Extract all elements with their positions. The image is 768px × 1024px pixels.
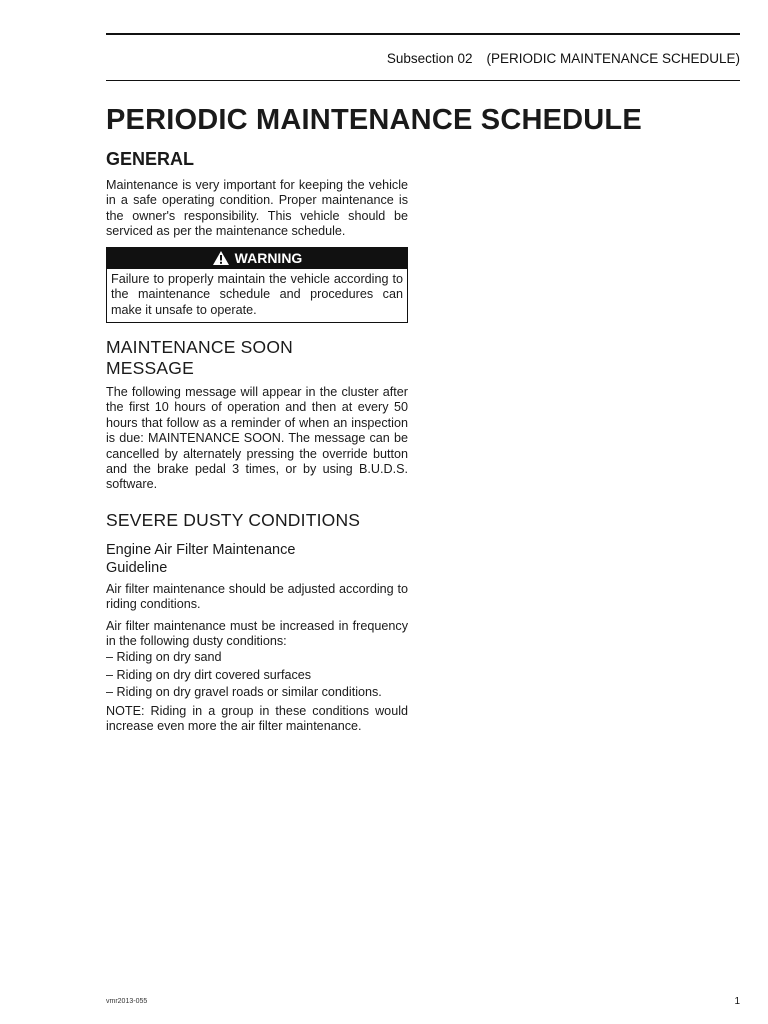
note-label: NOTE: <box>106 703 145 718</box>
list-item: – Riding on dry gravel roads or similar conditions. <box>106 685 382 700</box>
running-head <box>387 51 740 66</box>
header-rule <box>106 80 740 81</box>
maintenance-soon-heading-line1: MAINTENANCE SOON <box>106 337 293 358</box>
main-column <box>106 104 642 735</box>
footer-code: vmr2013-055 <box>106 998 148 1005</box>
maintenance-soon-message: MAINTENANCE SOON <box>147 431 281 446</box>
warning-label: WARNING <box>234 249 303 266</box>
air-filter-subheading <box>106 541 408 577</box>
air-filter-paragraph-1: Air filter maintenance should be adjusted according to riding conditions. <box>106 581 408 612</box>
maintenance-soon-heading-line2: MESSAGE <box>106 358 194 379</box>
air-filter-subheading-line2: Guideline <box>106 559 168 576</box>
dusty-conditions-list <box>106 649 408 702</box>
general-paragraph: Maintenance is very important for keeping the vehicle in a safe operating condition. Proper maintenance is the owner's responsibility. This vehicle should be serviced as per the maintenance schedule. <box>106 178 408 239</box>
section-title-label: (PERIODIC MAINTENANCE SCHEDULE) <box>486 51 740 66</box>
warning-text: Failure to properly maintain the vehicle according to the maintenance schedule and procedures can make it unsafe to operate. <box>111 271 403 318</box>
maintenance-soon-heading <box>106 337 408 379</box>
general-heading: GENERAL <box>106 149 195 169</box>
note-paragraph <box>106 704 408 735</box>
air-filter-subheading-line1: Engine Air Filter Maintenance <box>106 541 296 558</box>
air-filter-paragraph-2: Air filter maintenance must be increased in frequency in the following dusty conditions: <box>106 618 408 649</box>
maintenance-soon-text: The following message will appear in the cluster after the first 10 hours of operation and then at every 50 hours that follow as a reminder of when an inspection is due: <box>106 385 408 446</box>
note-text: Riding in a group in these conditions would increase even more the air filter maintenance. <box>106 703 408 734</box>
subsection-label: Subsection 02 <box>386 51 473 66</box>
warning-triangle-icon <box>212 250 230 266</box>
list-item: – Riding on dry sand <box>106 650 222 665</box>
page-title: PERIODIC MAINTENANCE SCHEDULE <box>106 104 642 136</box>
maintenance-soon-text-end: . The message can be cancelled by alternately pressing the override button and the brake pedal 3 times, or by using B.U.D.S. software. <box>106 431 409 492</box>
list-item: – Riding on dry dirt covered surfaces <box>106 667 312 682</box>
severe-dusty-heading: SEVERE DUSTY CONDITIONS <box>106 509 361 530</box>
warning-header <box>107 248 407 269</box>
page-number: 1 <box>734 996 740 1007</box>
maintenance-soon-paragraph <box>106 385 408 493</box>
top-rule <box>106 33 740 35</box>
warning-box <box>106 247 408 323</box>
